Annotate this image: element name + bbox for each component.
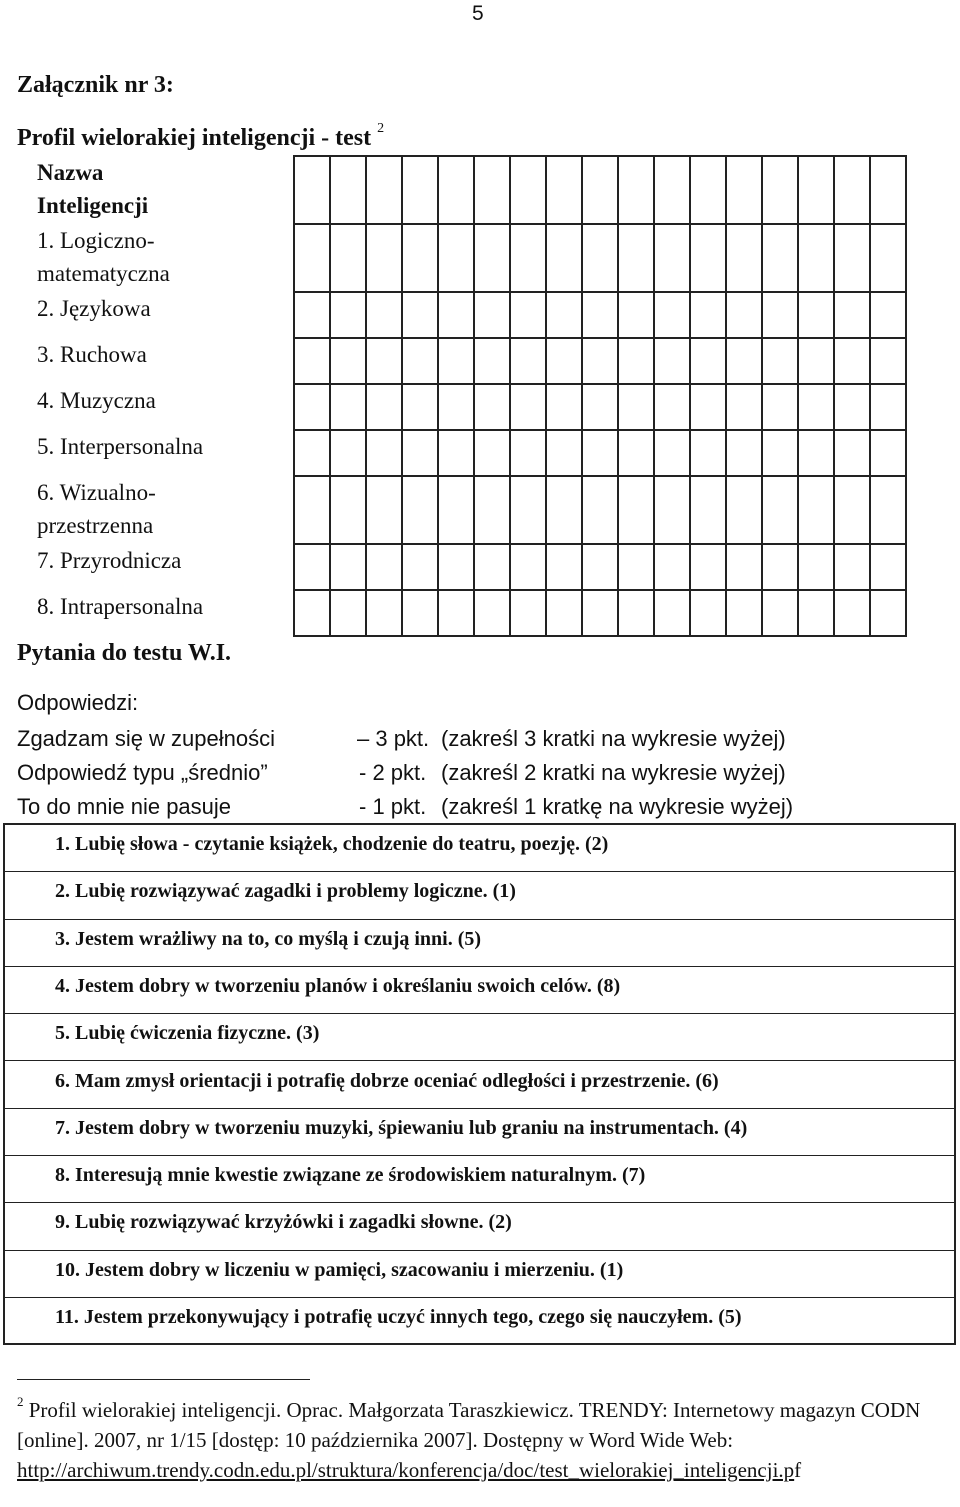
grid-box[interactable] <box>762 476 798 544</box>
intelligence-label: 8. Intrapersonalna <box>37 594 204 619</box>
answer-points: - 1 pkt. <box>359 794 427 819</box>
question-text: 6. Mam zmysł orientacji i potrafię dobrze oceniać odległości i przestrzenie. (6) <box>55 1069 719 1092</box>
grid-box[interactable] <box>330 292 366 338</box>
question-text: 9. Lubię rozwiązywać krzyżówki i zagadki słowne. (2) <box>55 1211 512 1234</box>
question-text: 4. Jestem dobry w tworzeniu planów i określaniu swoich celów. (8) <box>55 974 621 997</box>
grid-header-row <box>17 156 906 224</box>
grid-box[interactable] <box>834 476 870 544</box>
grid-box[interactable] <box>654 544 690 590</box>
grid-box[interactable] <box>294 590 330 636</box>
grid-box[interactable] <box>834 224 870 292</box>
grid-box[interactable] <box>618 224 654 292</box>
footnote-reference: 2 <box>377 121 385 136</box>
answer-instruction: (zakreśl 3 kratki na wykresie wyżej) <box>441 726 786 751</box>
grid-box[interactable] <box>402 292 438 338</box>
question-row <box>5 1014 956 1061</box>
grid-box[interactable] <box>618 338 654 384</box>
grid-box[interactable] <box>834 338 870 384</box>
answer-option <box>17 794 794 820</box>
intelligence-name <box>17 476 294 544</box>
answers-label: Odpowiedzi: <box>17 690 139 715</box>
grid-box[interactable] <box>330 590 366 636</box>
grid-box[interactable] <box>438 476 474 544</box>
grid-box[interactable] <box>870 292 906 338</box>
grid-box[interactable] <box>546 476 582 544</box>
grid-box[interactable] <box>798 544 834 590</box>
grid-box[interactable] <box>330 156 366 224</box>
grid-box[interactable] <box>438 544 474 590</box>
grid-box[interactable] <box>726 590 762 636</box>
grid-box[interactable] <box>330 430 366 476</box>
grid-box[interactable] <box>438 384 474 430</box>
grid-box[interactable] <box>726 338 762 384</box>
grid-box[interactable] <box>582 292 618 338</box>
grid-box[interactable] <box>546 384 582 430</box>
answer-label: Zgadzam się w zupełności <box>17 726 276 751</box>
grid-box[interactable] <box>690 544 726 590</box>
grid-box[interactable] <box>690 430 726 476</box>
grid-box[interactable] <box>582 338 618 384</box>
grid-box[interactable] <box>294 544 330 590</box>
grid-box[interactable] <box>726 476 762 544</box>
intelligence-name <box>17 384 294 430</box>
grid-box[interactable] <box>762 224 798 292</box>
grid-box[interactable] <box>798 156 834 224</box>
grid-box[interactable] <box>870 338 906 384</box>
grid-box[interactable] <box>474 544 510 590</box>
grid-box[interactable] <box>654 590 690 636</box>
grid-box[interactable] <box>546 292 582 338</box>
question-text: 3. Jestem wrażliwy na to, co myślą i czują inni. (5) <box>55 927 482 950</box>
grid-row <box>17 292 906 338</box>
grid-box[interactable] <box>618 476 654 544</box>
grid-box[interactable] <box>330 544 366 590</box>
grid-box[interactable] <box>798 224 834 292</box>
grid-box[interactable] <box>366 338 402 384</box>
intelligence-label: 6. Wizualno- <box>37 480 156 505</box>
grid-box[interactable] <box>438 292 474 338</box>
grid-box[interactable] <box>618 590 654 636</box>
question-row <box>5 1251 956 1298</box>
grid-box[interactable] <box>654 384 690 430</box>
grid-box[interactable] <box>438 590 474 636</box>
footnote-link[interactable]: http://archiwum.trendy.codn.edu.pl/struktura/konferencja/doc/test_wielorakiej_inteligencji.p <box>17 1458 795 1482</box>
footnote <box>17 1390 942 1485</box>
question-row <box>5 1109 956 1156</box>
grid-box[interactable] <box>294 224 330 292</box>
grid-box[interactable] <box>438 430 474 476</box>
question-text: 7. Jestem dobry w tworzeniu muzyki, śpiewaniu lub graniu na instrumentach. (4) <box>55 1116 748 1139</box>
grid-box[interactable] <box>726 156 762 224</box>
grid-box[interactable] <box>762 292 798 338</box>
grid-box[interactable] <box>402 476 438 544</box>
grid-box[interactable] <box>762 590 798 636</box>
grid-box[interactable] <box>582 476 618 544</box>
footnote-separator <box>17 1379 310 1380</box>
grid-box[interactable] <box>690 156 726 224</box>
grid-box[interactable] <box>402 544 438 590</box>
answer-points: - 2 pkt. <box>359 760 427 785</box>
grid-box[interactable] <box>366 224 402 292</box>
grid-row <box>17 590 906 636</box>
grid-box[interactable] <box>582 224 618 292</box>
grid-box[interactable] <box>762 430 798 476</box>
grid-box[interactable] <box>510 590 546 636</box>
grid-box[interactable] <box>294 338 330 384</box>
page-number: 5 <box>472 2 484 25</box>
answer-option <box>17 760 786 786</box>
grid-box[interactable] <box>654 292 690 338</box>
grid-box[interactable] <box>582 384 618 430</box>
grid-box[interactable] <box>618 430 654 476</box>
grid-box[interactable] <box>366 156 402 224</box>
grid-box[interactable] <box>798 476 834 544</box>
grid-box[interactable] <box>690 224 726 292</box>
grid-box[interactable] <box>690 292 726 338</box>
intelligence-label-cont: matematyczna <box>37 261 170 286</box>
question-row <box>5 1156 956 1203</box>
grid-header-cell <box>17 156 294 224</box>
grid-box[interactable] <box>870 430 906 476</box>
grid-box[interactable] <box>582 430 618 476</box>
grid-box[interactable] <box>366 590 402 636</box>
questions-list <box>3 823 956 1345</box>
answer-points: – 3 pkt. <box>357 726 430 751</box>
grid-box[interactable] <box>798 430 834 476</box>
grid-box[interactable] <box>798 590 834 636</box>
intelligence-label: 4. Muzyczna <box>37 388 156 413</box>
grid-box[interactable] <box>870 476 906 544</box>
grid-box[interactable] <box>366 544 402 590</box>
footnote-text: Profil wielorakiej inteligencji. Oprac. Małgorzata Taraszkiewicz. TRENDY: Internetowy magazyn CODN [online]. 2007, nr 1/15 [dostęp: 10 października 2007]. Dostępny w Word Wide Web: <box>17 1398 921 1452</box>
grid-box[interactable] <box>510 544 546 590</box>
footnote-number: 2 <box>17 1394 24 1409</box>
question-text: 8. Interesują mnie kwestie związane ze środowiskiem naturalnym. (7) <box>55 1164 646 1187</box>
question-row <box>5 872 956 919</box>
grid-box[interactable] <box>834 292 870 338</box>
grid-header-line: Inteligencji <box>37 193 149 218</box>
answer-instruction: (zakreśl 1 kratkę na wykresie wyżej) <box>441 794 794 819</box>
profile-title-text: Profil wielorakiej inteligencji - test <box>17 125 372 151</box>
grid-box[interactable] <box>726 292 762 338</box>
grid-box[interactable] <box>654 224 690 292</box>
grid-box[interactable] <box>726 430 762 476</box>
grid-box[interactable] <box>582 544 618 590</box>
grid-box[interactable] <box>798 292 834 338</box>
intelligence-label: 7. Przyrodnicza <box>37 548 182 573</box>
grid-box[interactable] <box>834 156 870 224</box>
grid-box[interactable] <box>654 338 690 384</box>
grid-box[interactable] <box>546 430 582 476</box>
grid-box[interactable] <box>474 590 510 636</box>
grid-row <box>17 224 906 292</box>
grid-box[interactable] <box>546 224 582 292</box>
question-row <box>5 825 956 872</box>
grid-box[interactable] <box>726 544 762 590</box>
questions-heading: Pytania do testu W.I. <box>17 640 232 666</box>
grid-box[interactable] <box>330 338 366 384</box>
intelligence-label: 1. Logiczno- <box>37 228 155 253</box>
intelligence-label: 5. Interpersonalna <box>37 434 204 459</box>
grid-box[interactable] <box>618 384 654 430</box>
intelligence-label-cont: przestrzenna <box>37 513 154 538</box>
grid-box[interactable] <box>510 156 546 224</box>
grid-box[interactable] <box>582 590 618 636</box>
grid-box[interactable] <box>402 338 438 384</box>
grid-box[interactable] <box>474 430 510 476</box>
grid-row <box>17 338 906 384</box>
question-row <box>5 967 956 1014</box>
grid-box[interactable] <box>654 156 690 224</box>
question-text: 11. Jestem przekonywujący i potrafię uczyć innych tego, czego się nauczyłem. (5) <box>55 1306 742 1328</box>
intelligence-label: 2. Językowa <box>37 296 151 321</box>
grid-box[interactable] <box>834 430 870 476</box>
intelligence-name <box>17 544 294 590</box>
annex-title: Załącznik nr 3: <box>17 72 174 98</box>
grid-box[interactable] <box>438 338 474 384</box>
grid-box[interactable] <box>798 384 834 430</box>
grid-box[interactable] <box>294 292 330 338</box>
grid-box[interactable] <box>510 338 546 384</box>
grid-box[interactable] <box>870 224 906 292</box>
intelligence-profile-grid <box>17 155 907 637</box>
grid-box[interactable] <box>798 338 834 384</box>
grid-row <box>17 384 906 430</box>
grid-box[interactable] <box>654 476 690 544</box>
grid-box[interactable] <box>402 384 438 430</box>
question-row <box>5 920 956 967</box>
answer-label: To do mnie nie pasuje <box>17 794 232 819</box>
grid-box[interactable] <box>366 384 402 430</box>
answer-option <box>17 726 786 752</box>
grid-box[interactable] <box>474 292 510 338</box>
grid-box[interactable] <box>870 156 906 224</box>
grid-box[interactable] <box>474 224 510 292</box>
grid-box[interactable] <box>474 476 510 544</box>
grid-box[interactable] <box>510 476 546 544</box>
grid-box[interactable] <box>294 476 330 544</box>
grid-box[interactable] <box>726 224 762 292</box>
grid-box[interactable] <box>582 156 618 224</box>
grid-box[interactable] <box>510 224 546 292</box>
grid-box[interactable] <box>726 384 762 430</box>
grid-box[interactable] <box>762 544 798 590</box>
profile-title <box>17 121 385 152</box>
grid-box[interactable] <box>654 430 690 476</box>
intelligence-label: 3. Ruchowa <box>37 342 147 367</box>
grid-box[interactable] <box>402 156 438 224</box>
grid-box[interactable] <box>618 292 654 338</box>
grid-box[interactable] <box>366 430 402 476</box>
grid-box[interactable] <box>762 384 798 430</box>
grid-box[interactable] <box>546 338 582 384</box>
grid-box[interactable] <box>402 224 438 292</box>
grid-box[interactable] <box>330 224 366 292</box>
grid-box[interactable] <box>330 384 366 430</box>
grid-box[interactable] <box>546 544 582 590</box>
grid-box[interactable] <box>618 544 654 590</box>
grid-box[interactable] <box>366 476 402 544</box>
grid-box[interactable] <box>618 156 654 224</box>
grid-box[interactable] <box>438 156 474 224</box>
grid-box[interactable] <box>870 384 906 430</box>
grid-row <box>17 476 906 544</box>
intelligence-name <box>17 430 294 476</box>
question-row <box>5 1203 956 1250</box>
grid-box[interactable] <box>690 384 726 430</box>
intelligence-name <box>17 590 294 636</box>
question-row <box>5 1298 956 1345</box>
grid-row <box>17 430 906 476</box>
grid-box[interactable] <box>546 590 582 636</box>
grid-box[interactable] <box>294 156 330 224</box>
grid-box[interactable] <box>834 544 870 590</box>
grid-header-line: Nazwa <box>37 160 104 185</box>
grid-box[interactable] <box>294 384 330 430</box>
grid-box[interactable] <box>510 292 546 338</box>
grid-box[interactable] <box>402 590 438 636</box>
question-text: 2. Lubię rozwiązywać zagadki i problemy logiczne. (1) <box>55 880 516 903</box>
grid-box[interactable] <box>294 430 330 476</box>
intelligence-name <box>17 338 294 384</box>
question-text: 1. Lubię słowa - czytanie książek, chodzenie do teatru, poezję. (2) <box>55 833 609 855</box>
question-row <box>5 1062 956 1109</box>
grid-box[interactable] <box>510 430 546 476</box>
question-text: 5. Lubię ćwiczenia fizyczne. (3) <box>55 1022 320 1045</box>
intelligence-name <box>17 292 294 338</box>
question-text: 10. Jestem dobry w liczeniu w pamięci, szacowaniu i mierzeniu. (1) <box>55 1258 624 1281</box>
grid-box[interactable] <box>330 476 366 544</box>
intelligence-name <box>17 224 294 292</box>
grid-box[interactable] <box>510 384 546 430</box>
grid-box[interactable] <box>402 430 438 476</box>
grid-box[interactable] <box>834 590 870 636</box>
grid-box[interactable] <box>474 156 510 224</box>
grid-box[interactable] <box>690 590 726 636</box>
footnote-link-tail: f <box>794 1458 802 1482</box>
grid-box[interactable] <box>762 338 798 384</box>
grid-box[interactable] <box>870 544 906 590</box>
grid-row <box>17 544 906 590</box>
grid-box[interactable] <box>690 338 726 384</box>
grid-box[interactable] <box>474 384 510 430</box>
grid-box[interactable] <box>438 224 474 292</box>
grid-box[interactable] <box>762 156 798 224</box>
grid-box[interactable] <box>870 590 906 636</box>
answer-instruction: (zakreśl 2 kratki na wykresie wyżej) <box>441 760 786 785</box>
grid-box[interactable] <box>546 156 582 224</box>
grid-box[interactable] <box>690 476 726 544</box>
answer-label: Odpowiedź typu „średnio” <box>17 760 268 785</box>
grid-box[interactable] <box>474 338 510 384</box>
grid-box[interactable] <box>366 292 402 338</box>
grid-box[interactable] <box>834 384 870 430</box>
